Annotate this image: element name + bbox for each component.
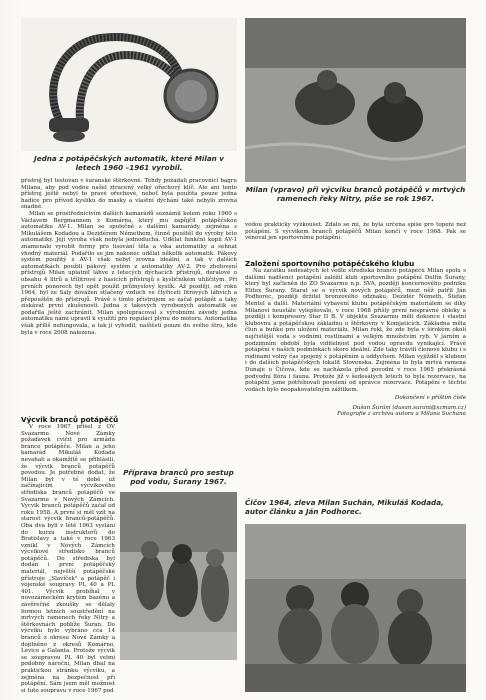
river-illustration <box>245 18 466 182</box>
caption-group: Příprava branců pro sestup pod vodu, Šurany 1967. <box>123 468 234 486</box>
author-line: Dušan Šuráni (dusan.surani@szmam.cz) <box>352 404 466 411</box>
group-photo <box>120 492 237 660</box>
heading-training: Výcvik branců potápěčů <box>21 415 119 424</box>
column-2-club-text <box>245 268 466 490</box>
column-1-text <box>21 178 237 410</box>
boat-photo <box>245 524 466 692</box>
paragraph: V roce 1967 přišel z OV Svazarmu Nové Zámky požadavek cvičit pro armádu brance potápěče. Milan a jeho kamarád Mikuláš Kodada nevahali a okamžitě se přihlásili, že výcvik branců potápěčů povedou. Je potřebné dodat, že Milan byl v té době už začínajícím výcvikového střediska branců potápěčů ve Svazarmu v Nových Zámcích. Výcvik branců potápěčů začal od roku 1958. A první si měl vzít na starost výcvik branců-potápěčů. Oba dva byli v létě 1963 vysláni do kurzu instruktorů do Bratislavy a také v roce 1963 vznikl v Nových Zámcích výcvikové středisko branců potápěčů. Do střediska byl dodán i první potápěčský materiál, největší potápěčské přístroje „Slavíček" a potápěč i vojenské soupravy PL 40 a PL 401. Výcvik probíhal v novozámeckém krytém bazénu a závěrečné zkoušky se dělaly formou letních soustředění na mrtvých ramenech řeky Nitry a štěrkovnách poblíže Šuran. Do výcviku bylo vybráno cca 14 branců z okresu Nové Zámky a doplněno z okresů Komárno, Levice a Galanta. Protože výcvik se soupravou PL 40 byl velmi podobný nároční, Milan dbal na praktickou stránku výcviku, a zejména na bezpečnost při potápění. Sám jsem měl možnost si tuto soupravu v roce 1967 pod <box>21 424 115 694</box>
regulator-illustration <box>21 18 237 151</box>
photo-credit: Fotografie z archivu autora a Milana Suchána <box>337 411 466 418</box>
boat-illustration <box>245 524 466 692</box>
paragraph: Na začátku šedesátých let vedle střediska branců potápěčů Milan spolu s dalšími nadšenci potápění založil klub sportovního potápění Delfín Šurany, který byl začleněn do ZO Svazarmu n.p. SVA, později koncernového podniku Elitex Šurany. Starat se o výcvik nových potápěčů, mezi něž patřil Ján Podhorec, později držitel bronzového odznaku, Dezidér Németh, Štefan Mentel a další. Materiální vybavení klubu potápěčským materiálem se díky Milanovi neustále vylepšovalo, v roce 1968 přišly první nesprávné obleky a později i kompresory Star II B. V objektu Svazarmu měli dokonce i vlastní klubovnu a potápěčskou základnu u štěrkovny v Komjaticích. Základna měla člun a buňku pro uložení materiálu. Milan řekl, že zde byla v širokém okolí nejčistější voda s vodními rostlinami a velkým množstvím ryb. V jarním a podzimním období byla viditelnost pod vodou opravdu vynikající. Právě potápění v našich podmínkách skoro ideální. Zde taky trávili členové klubu i s rodinami volný čas spojený s potápěním a oddychem. Milan vyjížděl s klubem i do dalších potápěčských lokalit Slovenska. Zejména to byla mrtvá ramena Dunaje u Čičova, kde se nacházela před povodní v roce 1965 překrásná podvodní flóra i fauna. Protože již v šedesátých letech to byla rezervace, na potápění jsme potřebovali povolení od správce rezervace. Potápění v těchto vodách bylo neopakovatelným zážitkem. <box>245 268 466 393</box>
caption-river: Milan (vpravo) při výcviku branců potápěčů v mrtvých ramenech řeky Nitry, píše se rok 1967. <box>245 185 466 203</box>
apparatus-photo <box>21 18 237 151</box>
continuation-note: Dokončení v příštím čísle <box>394 395 466 402</box>
group-illustration <box>120 492 237 660</box>
paragraph: Milan se prostřednictvím dalších kamarádů seznámil kolem roku 1960 s Václavem Bergmannem z Komárna, který mu zapůjčil potápěčskou automatiku AV-1. Milan se společně s dalšími kamarády, zejména s Mikulášem Kodadou a Dezidérem Némethem, činně pouštěl do výroby této automatiky. Její výroba však nebyla jednoduchá. Udělat funkční kopii AV-1 znamenalo vyrobit formy pro lisování těla a víka automatiky a sehnat vhodný materiál. Podařilo se jim nakonec udělat několik automatik. Pákový systém použitý z AV-1 však nebyl zrovna ideální, a tak v dalších automatikách použili pákový systém z automatiky AV-2. Pro zhotovení přístrojů Milan uplatnil láhve z letecých dýchacích přístrojů, duralové o obsahu 4 litrů a třílitrové z hasicích přístrojů s kysličníkem uhličitým. Při prvních ponorech byl opět použit průmyslový kyslík. Až později, od roku 1964, byl ze Saly dovážen stlačený vzduch ve čtyřiceti litrových láhvích a přepouštěn do přístrojů. Právě s tímto přístrojem se začal potápět a taky získávat první zkušenosti. Jedna z takových vyrobených automatik se podařila ještě zachránit. Milan spolupracoval s výrobními závody jedna automatiku námi upravil k využití pro regulaci plynu do motoru. Automatika však příliš nefungovala, a tak jí vyhodil, naštěstí pouze do svého štru, kde byla v roce 2008 nalezena. <box>21 210 237 336</box>
column-2-text <box>245 222 466 252</box>
paragraph: přístroj byl testován v šuranské štěrkovně. Tehdy požádali pracovníci bagru Milana, aby pod vodou našel ztracený velký ořechový klíč. Ale ani tento přístroj ještě nebyl to pravé ořechové, neboť byla použita pouze jedna hadice pro přívod kyslíku do masky a vlastní dýchání také nebylo zrovna snadné. <box>21 178 237 211</box>
caption-boat: Čičov 1964, zleva Milan Suchán, Mikuláš Kodada, autor článku a Ján Podhorec. <box>245 498 444 516</box>
paragraph: vodou prakticky vyzkoušet. Zdálo se mi, že byla určena spíše pro topení než potápění. S výcvikem branců potápěčů Milan končí v roce 1968. Pak se věnoval jen sportovnímu potápění. <box>245 222 466 242</box>
river-photo <box>245 18 466 182</box>
heading-club: Založení sportovního potápěčského klubu <box>245 259 415 268</box>
caption-apparatus: Jedna z potápěčských automatik, které Milan v letech 1960 –1961 vyrobil. <box>34 154 224 172</box>
